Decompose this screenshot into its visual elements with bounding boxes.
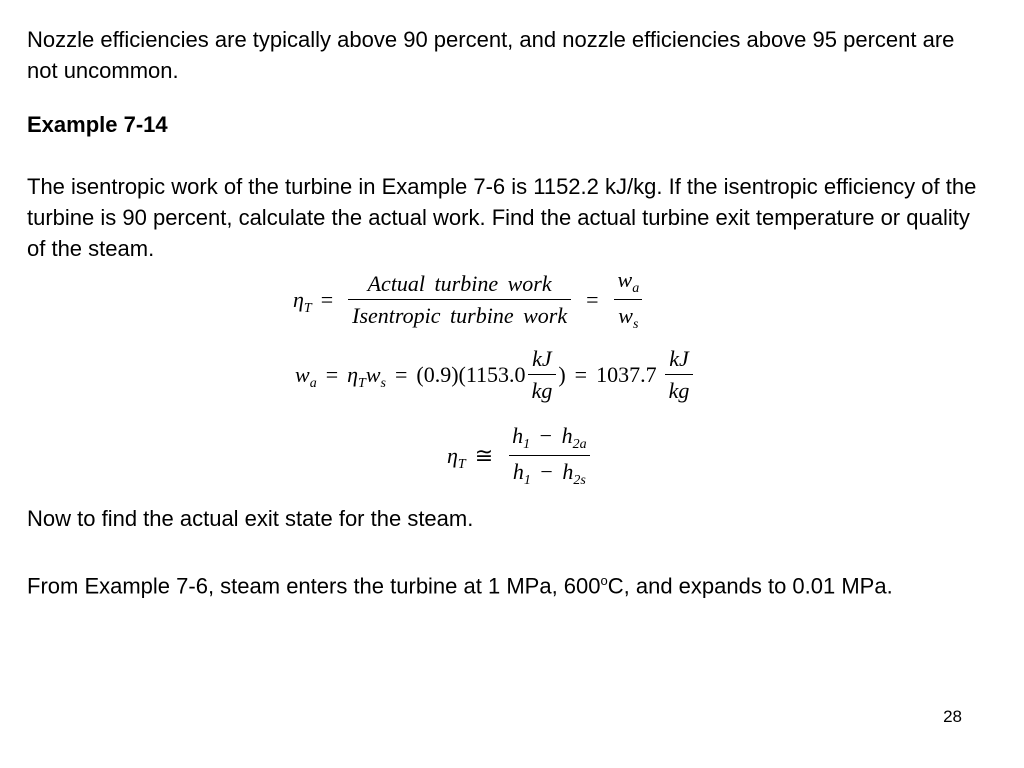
example-heading: Example 7-14 [27,112,168,137]
page-number: 28 [943,707,962,726]
paragraph-problem-statement: The isentropic work of the turbine in Example 7-6 is 1152.2 kJ/kg. If the isentropic efficiency of the turbine is 90 percent, calculate the actual work. Find the actual turbine exit temperature or quality of the steam. [27,174,977,261]
equation-enthalpy-efficiency: $\eta_T$ ≅ $\frac{h_1 - h_{2a}}{h_1 - h_{2s}}$ [447,424,597,488]
equation-efficiency-definition: $\eta_T$ = $\frac{\text{Actual turbine work}}{\text{Isentropic turbine work}}$ = $\frac{w_a}{w_s}$ [293,268,649,332]
paragraph-exit-state: Now to find the actual exit state for the steam. [27,506,474,531]
work-product: (0.9)(1153.0 [416,362,526,387]
fraction-result-unit: $\frac{kJ}{kg}$ [665,347,694,403]
eta-symbol: $\eta_T$ [293,287,312,316]
fraction-kj-kg: $\frac{kJ}{kg}$ [528,347,557,403]
fraction-work-ratio: $\frac{\text{Actual turbine work}}{\text{Isentropic turbine work}}$ [348,272,571,328]
fraction-wa-ws: $\frac{w_a}{w_s}$ [614,268,644,332]
fraction-enthalpy: $\frac{h_1 - h_{2a}}{h_1 - h_{2s}}$ [508,424,590,488]
equation-actual-work: $w_a$ = $\eta_T$ $w_s$ = (0.9)(1153.0 $\frac{kJ}{kg}$ ) = 1037.7 $\frac{kJ}{kg}$ [295,347,699,403]
paragraph-steam-conditions: From Example 7-6, steam enters the turbine at 1 MPa, 600$^o$C, and expands to 0.01 MPa. [27,573,893,599]
work-result: 1037.7 [596,362,657,387]
paragraph-nozzle-efficiency: Nozzle efficiencies are typically above 90 percent, and nozzle efficiencies above 95 percent are not uncommon. [27,27,955,83]
